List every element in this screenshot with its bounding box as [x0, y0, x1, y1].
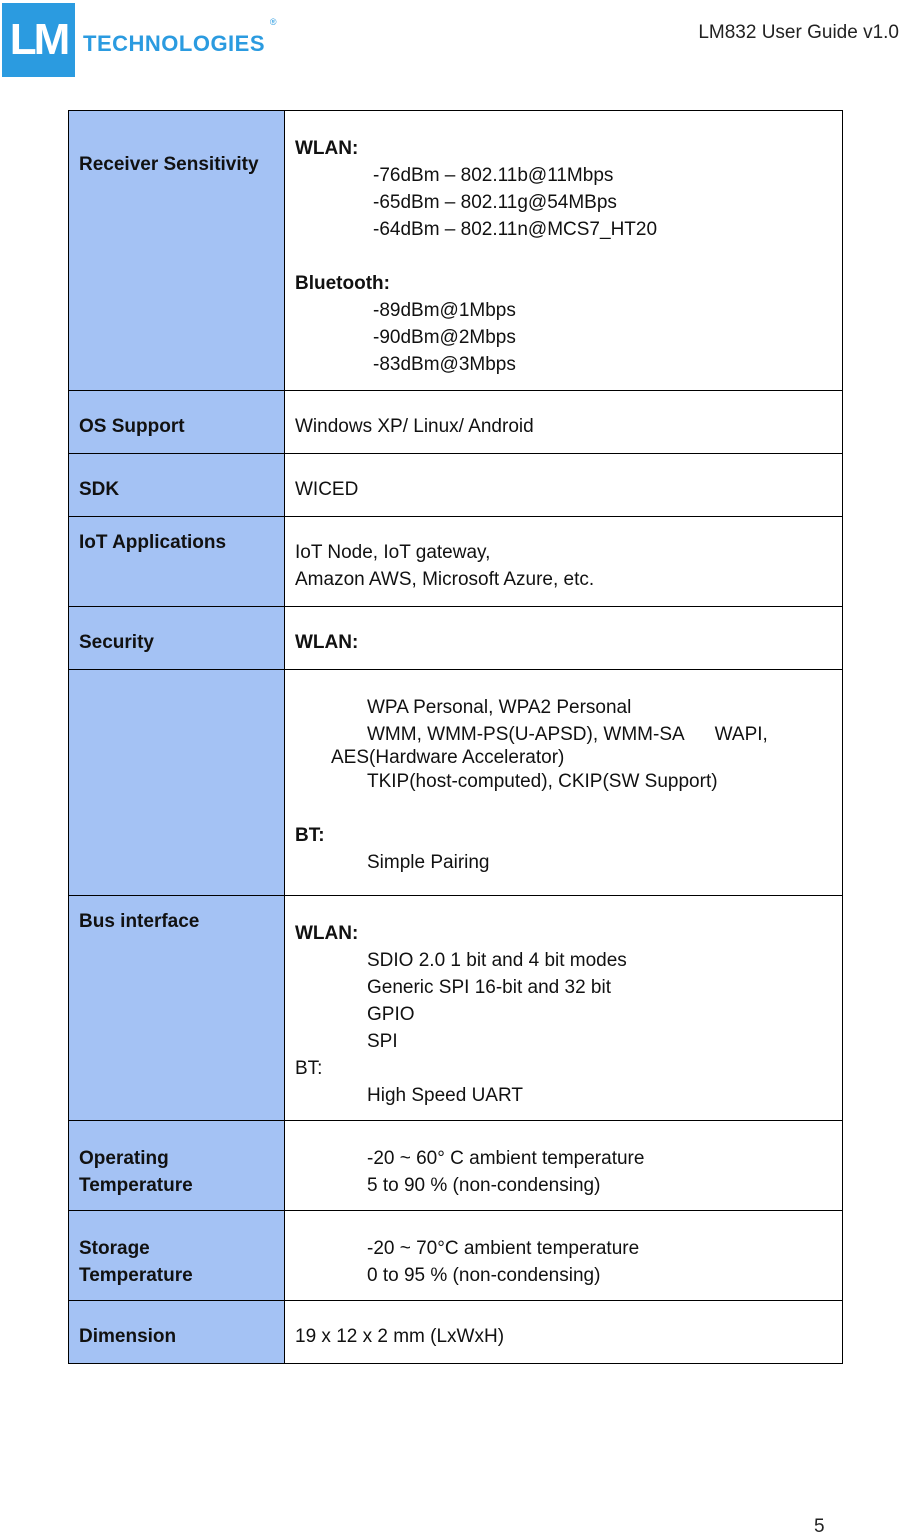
bus-wlan-heading: WLAN: [295, 923, 359, 944]
row-os-support [69, 391, 843, 454]
row-iot-applications [69, 517, 843, 607]
logo-wordmark: TECHNOLOGIES [83, 31, 266, 56]
os-support-label: OS Support [79, 416, 185, 437]
storage-temperature-label: Storage [79, 1238, 150, 1259]
spec-table [68, 110, 843, 1364]
logo-mark: LM [2, 3, 75, 77]
receiver-sensitivity-label: Receiver Sensitivity [79, 154, 259, 175]
iot-applications-label: IoT Applications [79, 532, 227, 553]
storage-temperature-line: 0 to 95 % (non-condensing) [367, 1265, 601, 1286]
page-number: 5 [814, 1516, 825, 1537]
sdk-label: SDK [79, 479, 120, 500]
receiver-wlan-line: -65dBm – 802.11g@54MBps [373, 192, 617, 213]
iot-line: Amazon AWS, Microsoft Azure, etc. [295, 569, 595, 590]
security-wmm: WMM, WMM-PS(U-APSD), WMM-SA [367, 724, 685, 745]
security-line: AES(Hardware Accelerator) [331, 747, 565, 768]
receiver-bt-line: -83dBm@3Mbps [373, 354, 516, 375]
receiver-wlan-heading: WLAN: [295, 138, 359, 159]
receiver-wlan-line: -64dBm – 802.11n@MCS7_HT20 [373, 219, 658, 240]
security-line: TKIP(host-computed), CKIP(SW Support) [367, 771, 718, 792]
security-bt-heading: BT: [295, 825, 325, 846]
receiver-wlan-line: -76dBm – 802.11b@11Mbps [373, 165, 614, 186]
security-bt-line: Simple Pairing [367, 852, 490, 873]
dimension-label: Dimension [79, 1326, 177, 1347]
bus-bt-heading: BT: [295, 1058, 323, 1079]
security-wlan-heading: WLAN: [295, 632, 359, 653]
iot-line: IoT Node, IoT gateway, [295, 542, 491, 563]
row-operating-temperature [69, 1121, 843, 1211]
os-support-value: Windows XP/ Linux/ Android [295, 416, 534, 437]
row-sdk [69, 454, 843, 517]
row-security [69, 607, 843, 670]
security-label: Security [79, 632, 154, 653]
receiver-bt-heading: Bluetooth: [295, 273, 390, 294]
receiver-bt-line: -89dBm@1Mbps [373, 300, 516, 321]
row-security-details [69, 670, 843, 896]
row-dimension [69, 1301, 843, 1364]
row-bus-interface [69, 896, 843, 1121]
storage-temperature-line: -20 ~ 70°C ambient temperature [367, 1238, 640, 1259]
document-title: LM832 User Guide v1.0 [698, 22, 899, 43]
row-receiver-sensitivity [69, 111, 843, 391]
operating-temperature-label: Operating [79, 1148, 169, 1169]
security-wapi: WAPI, [714, 724, 768, 745]
storage-temperature-label: Temperature [79, 1265, 193, 1286]
logo-text [83, 17, 278, 57]
registered-mark: ® [269, 17, 278, 27]
security-line [295, 721, 832, 748]
bus-wlan-line: GPIO [367, 1004, 415, 1025]
dimension-value: 19 x 12 x 2 mm (LxWxH) [295, 1326, 505, 1347]
operating-temperature-line: -20 ~ 60° C ambient temperature [367, 1148, 645, 1169]
bus-wlan-line: Generic SPI 16-bit and 32 bit [367, 977, 611, 998]
row-storage-temperature [69, 1211, 843, 1301]
operating-temperature-label: Temperature [79, 1175, 193, 1196]
company-logo [2, 2, 278, 78]
operating-temperature-line: 5 to 90 % (non-condensing) [367, 1175, 601, 1196]
sdk-value: WICED [295, 479, 359, 500]
bus-bt-line: High Speed UART [367, 1085, 523, 1106]
receiver-bt-line: -90dBm@2Mbps [373, 327, 516, 348]
bus-interface-label: Bus interface [79, 911, 200, 932]
bus-wlan-line: SDIO 2.0 1 bit and 4 bit modes [367, 950, 627, 971]
bus-wlan-line: SPI [367, 1031, 398, 1052]
security-line: WPA Personal, WPA2 Personal [367, 697, 632, 718]
